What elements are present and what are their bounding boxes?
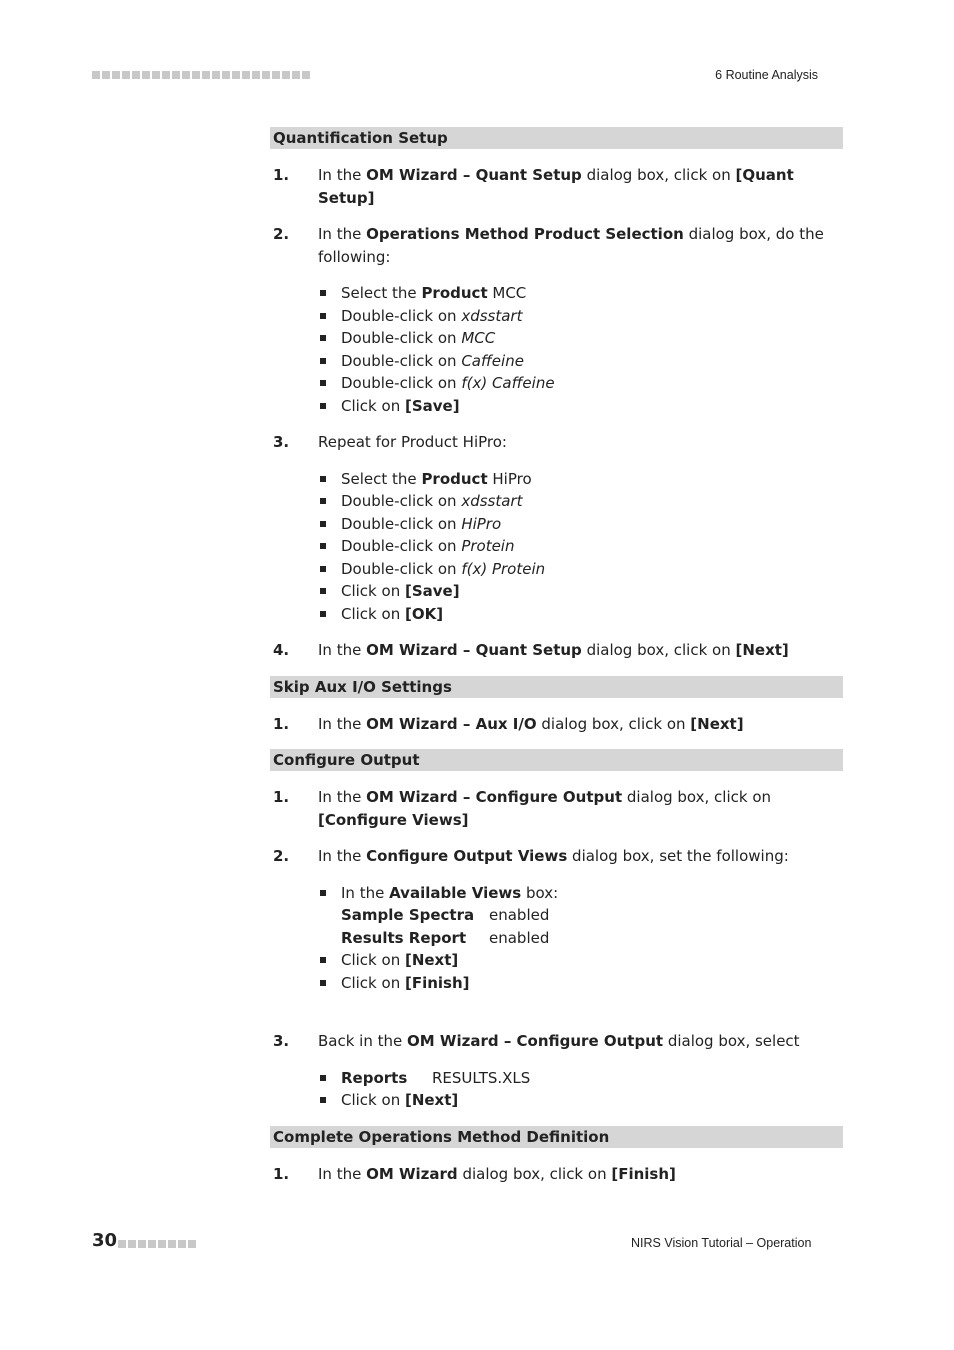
step-text: Back in the [318, 1032, 408, 1050]
list-item: Click on [Save] [318, 395, 843, 418]
output-step-3 [270, 1030, 843, 1053]
step-text: dialog box, set the following: [567, 847, 789, 865]
list-item: Double-click on xdsstart [318, 490, 843, 513]
step-number: 1. [273, 1164, 290, 1183]
section-heading-output: Configure Output [270, 749, 843, 771]
list-item: Reports RESULTS.XLS [318, 1067, 843, 1090]
output-step-3-bullets [318, 1067, 843, 1112]
list-item: Click on [Save] [318, 580, 843, 603]
dialog-name: OM Wizard – Quant Setup [366, 641, 582, 659]
step-text: dialog box, click on [622, 788, 772, 806]
section-heading-aux: Skip Aux I/O Settings [270, 676, 843, 698]
list-item: Select the Product HiPro [318, 468, 843, 491]
quant-step-2 [270, 223, 843, 268]
dialog-name: Operations Method Product Selection [366, 225, 684, 243]
button-ref: [Finish] [611, 1164, 676, 1183]
list-item: Select the Product MCC [318, 282, 843, 305]
setting-row: Results Report enabled [341, 928, 550, 947]
list-item: Double-click on xdsstart [318, 305, 843, 328]
quant-step-4 [270, 639, 843, 662]
complete-step-1 [270, 1163, 843, 1186]
dialog-name: Configure Output Views [366, 847, 568, 865]
step-text: dialog box, click on [457, 1164, 612, 1183]
setting-row: Sample Spectra enabled [341, 906, 550, 924]
list-item: Double-click on f(x) Protein [318, 558, 843, 581]
list-item: Double-click on Protein [318, 535, 843, 558]
step-text: In the [318, 641, 367, 659]
list-item: Click on [OK] [318, 603, 843, 626]
output-step-2-bullets [318, 882, 843, 995]
list-item: Click on [Next] [318, 1089, 843, 1112]
output-step-2 [270, 845, 843, 868]
step-text: In the [318, 714, 367, 733]
footer-decoration [118, 1240, 196, 1248]
document-title: NIRS Vision Tutorial – Operation [631, 1236, 812, 1250]
step-text: In the [318, 788, 367, 806]
step-text: dialog box, do the following: [318, 225, 824, 266]
step-text: Repeat for Product HiPro: [318, 433, 507, 451]
list-item: Double-click on HiPro [318, 513, 843, 536]
dialog-name: OM Wizard – Aux I/O [366, 714, 537, 733]
output-step-1 [270, 786, 843, 831]
button-ref: [Next] [690, 714, 744, 733]
step-text: In the [318, 166, 367, 184]
page-number: 30 [92, 1230, 118, 1251]
dialog-name: OM Wizard [366, 1164, 458, 1183]
dialog-name: OM Wizard – Configure Output [366, 788, 623, 806]
list-item: Double-click on f(x) Caffeine [318, 372, 843, 395]
step-number: 3. [273, 433, 290, 451]
quant-step-3 [270, 431, 843, 454]
section-heading-quant: Quantification Setup [270, 127, 843, 149]
step-number: 2. [273, 225, 290, 243]
step-number: 3. [273, 1032, 290, 1050]
quant-step-2-bullets [318, 282, 843, 417]
step-number: 1. [273, 788, 290, 806]
list-item: Double-click on Caffeine [318, 350, 843, 373]
list-item: Click on [Finish] [318, 972, 843, 995]
section-heading-complete: Complete Operations Method Definition [270, 1126, 843, 1148]
button-ref: [Configure Views] [318, 810, 469, 829]
step-number: 1. [273, 166, 290, 184]
step-text: dialog box, click on [536, 714, 691, 733]
page-content [270, 127, 843, 1199]
list-item: Double-click on MCC [318, 327, 843, 350]
list-item: Click on [Next] [318, 949, 843, 972]
dialog-name: OM Wizard – Configure Output [407, 1032, 664, 1050]
step-number: 4. [273, 641, 290, 659]
step-text: dialog box, click on [581, 641, 736, 659]
step-text: dialog box, click on [581, 166, 736, 184]
spacer [270, 1008, 843, 1030]
step-text: In the [318, 225, 367, 243]
step-number: 2. [273, 847, 290, 865]
quant-step-3-bullets [318, 468, 843, 626]
button-ref: [Next] [735, 641, 789, 659]
list-item: In the Available Views box: [318, 882, 843, 905]
button-ref: [Quant Setup] [318, 166, 794, 207]
aux-step-1 [270, 713, 843, 736]
quant-step-1 [270, 164, 843, 209]
step-text: dialog box, select [663, 1032, 800, 1050]
header-decoration [92, 71, 310, 79]
dialog-name: OM Wizard – Quant Setup [366, 166, 582, 184]
step-number: 1. [273, 714, 290, 733]
step-text: In the [318, 1164, 367, 1183]
step-text: In the [318, 847, 367, 865]
chapter-title: 6 Routine Analysis [715, 68, 818, 82]
